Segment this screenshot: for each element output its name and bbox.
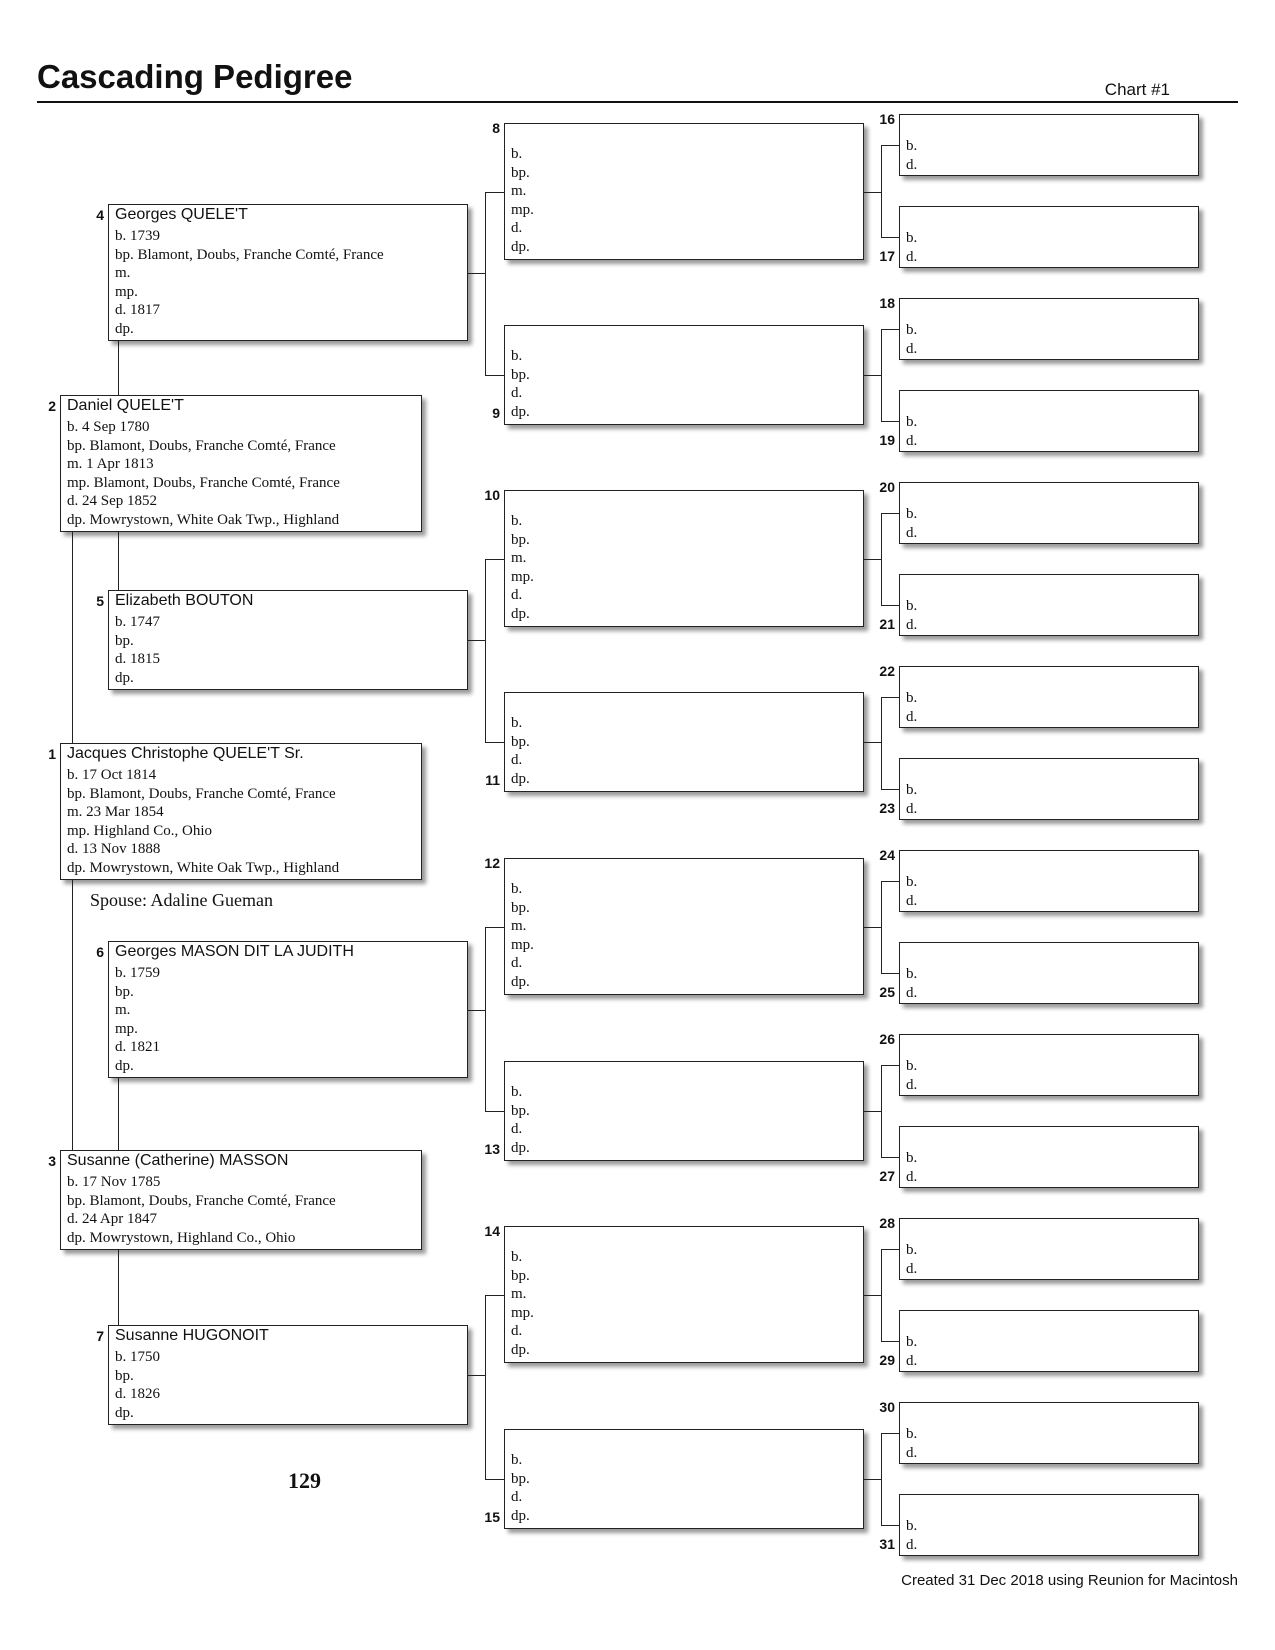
connector-line xyxy=(468,640,485,641)
fact-line: mp. xyxy=(511,936,534,953)
spouse-label: Spouse: Adaline Gueman xyxy=(90,890,273,910)
connector-line xyxy=(118,532,119,590)
fact-line: b. xyxy=(906,1426,918,1442)
page-title: Cascading Pedigree xyxy=(37,58,353,95)
fact-line: d. xyxy=(906,1444,918,1461)
connector-line xyxy=(881,1433,882,1525)
chart-number: Chart #1 xyxy=(1104,80,1170,99)
person-box xyxy=(899,1494,1199,1556)
connector-line xyxy=(881,513,882,605)
connector-line xyxy=(881,1065,899,1066)
connector-line xyxy=(118,341,119,395)
connector-line xyxy=(881,789,899,790)
fact-line: mp. xyxy=(511,201,534,218)
fact-line: dp. Mowrystown, Highland Co., Ohio xyxy=(67,1229,296,1246)
person-box xyxy=(899,482,1199,544)
connector-line xyxy=(864,742,881,743)
connector-line xyxy=(881,697,882,789)
fact-line: b. xyxy=(906,1242,918,1258)
fact-line: dp. xyxy=(115,1058,134,1074)
connector-line xyxy=(864,1295,881,1296)
connector-line xyxy=(72,532,73,743)
fact-line: d. xyxy=(511,752,523,769)
fact-line: m. xyxy=(115,265,131,282)
fact-line: b. 17 Nov 1785 xyxy=(67,1174,161,1190)
person-box xyxy=(504,490,864,627)
fact-line: b. xyxy=(511,146,523,162)
connector-line xyxy=(881,973,899,974)
person-number: 16 xyxy=(879,111,895,127)
fact-line: b. 1759 xyxy=(115,965,160,981)
person-box xyxy=(899,1126,1199,1188)
person-name: Susanne (Catherine) MASSON xyxy=(67,1152,289,1169)
fact-line: d. 1815 xyxy=(115,651,160,668)
fact-line: b. xyxy=(511,1084,523,1100)
person-number: 14 xyxy=(484,1223,500,1239)
fact-line: b. xyxy=(906,782,918,798)
person-number: 21 xyxy=(879,616,895,632)
fact-line: m. 1 Apr 1813 xyxy=(67,456,154,473)
person-number: 4 xyxy=(96,207,104,223)
fact-line: dp. xyxy=(511,1342,530,1358)
fact-line: d. xyxy=(906,524,918,541)
person-box xyxy=(899,114,1199,176)
fact-line: b. 4 Sep 1780 xyxy=(67,419,150,435)
fact-line: d. xyxy=(511,587,523,604)
fact-line: d. xyxy=(511,1489,523,1506)
fact-line: d. 1817 xyxy=(115,302,160,319)
connector-line xyxy=(485,1479,504,1480)
person-box xyxy=(108,1325,468,1425)
fact-line: bp. Blamont, Doubs, Franche Comté, France xyxy=(67,437,336,454)
person-number: 6 xyxy=(96,944,104,960)
fact-line: bp. xyxy=(115,983,134,1000)
person-box xyxy=(899,1402,1199,1464)
footer-credit: Created 31 Dec 2018 using Reunion for Macintosh xyxy=(901,1572,1238,1589)
fact-line: d. 24 Apr 1847 xyxy=(67,1211,157,1228)
person-number: 5 xyxy=(96,593,104,609)
fact-line: mp. xyxy=(511,1304,534,1321)
person-number: 11 xyxy=(485,772,500,788)
fact-line: dp. xyxy=(511,974,530,990)
connector-line xyxy=(881,145,899,146)
person-box xyxy=(504,123,864,260)
person-number: 30 xyxy=(879,1399,895,1415)
person-number: 9 xyxy=(492,405,500,421)
connector-line xyxy=(864,375,881,376)
fact-line: d. 13 Nov 1888 xyxy=(67,841,161,858)
connector-line xyxy=(881,329,882,421)
fact-line: d. xyxy=(906,340,918,357)
person-box xyxy=(504,325,864,425)
fact-line: b. xyxy=(511,881,523,897)
fact-line: b. xyxy=(906,322,918,338)
fact-line: m. xyxy=(511,550,527,567)
person-box xyxy=(899,1310,1199,1372)
fact-line: d. xyxy=(906,616,918,633)
person-box xyxy=(899,942,1199,1004)
fact-line: bp. xyxy=(115,632,134,649)
fact-line: d. xyxy=(906,1168,918,1185)
fact-line: d. xyxy=(906,156,918,173)
fact-line: m. 23 Mar 1854 xyxy=(67,804,164,821)
person-name: Jacques Christophe QUELE'T Sr. xyxy=(67,745,304,762)
person-number: 24 xyxy=(879,847,895,863)
connector-line xyxy=(485,1295,504,1296)
fact-line: dp. xyxy=(511,770,530,787)
person-box xyxy=(899,850,1199,912)
connector-line xyxy=(881,237,899,238)
fact-line: b. xyxy=(906,230,918,246)
fact-line: d. xyxy=(906,248,918,265)
connector-line xyxy=(881,421,899,422)
fact-line: m. xyxy=(511,1286,527,1303)
fact-line: d. xyxy=(906,1536,918,1553)
connector-line xyxy=(881,1341,899,1342)
person-number: 31 xyxy=(879,1536,895,1552)
connector-line xyxy=(864,927,881,928)
person-number: 15 xyxy=(484,1509,500,1525)
person-box xyxy=(899,758,1199,820)
fact-line: mp. Highland Co., Ohio xyxy=(67,822,212,839)
person-number: 28 xyxy=(879,1215,895,1231)
fact-line: d. 1826 xyxy=(115,1386,160,1403)
fact-line: d. xyxy=(906,708,918,725)
person-number: 19 xyxy=(879,432,895,448)
fact-line: bp. xyxy=(511,531,530,548)
fact-line: d. 1821 xyxy=(115,1039,160,1056)
fact-line: b. xyxy=(511,1452,523,1468)
person-box xyxy=(899,390,1199,452)
fact-line: b. 1750 xyxy=(115,1349,160,1365)
fact-line: d. xyxy=(906,432,918,449)
person-box xyxy=(60,1150,422,1250)
person-number: 26 xyxy=(879,1031,895,1047)
fact-line: b. 1747 xyxy=(115,614,160,630)
fact-line: bp. xyxy=(511,1267,530,1284)
person-number: 10 xyxy=(484,487,500,503)
fact-line: b. xyxy=(906,506,918,522)
person-box xyxy=(504,858,864,995)
connector-line xyxy=(881,329,899,330)
fact-line: bp. Blamont, Doubs, Franche Comté, France xyxy=(67,785,336,802)
fact-line: m. xyxy=(511,918,527,935)
fact-line: mp. xyxy=(511,568,534,585)
fact-line: bp. xyxy=(115,1367,134,1384)
fact-line: dp. Mowrystown, White Oak Twp., Highland xyxy=(67,512,340,528)
fact-line: m. xyxy=(115,1002,131,1019)
fact-line: b. xyxy=(906,690,918,706)
fact-line: dp. xyxy=(511,1139,530,1156)
fact-line: dp. xyxy=(115,1404,134,1421)
connector-line xyxy=(881,1433,899,1434)
connector-line xyxy=(468,273,485,274)
connector-line xyxy=(864,192,881,193)
fact-line: bp. xyxy=(511,366,530,383)
person-name: Daniel QUELE'T xyxy=(67,397,184,414)
connector-line xyxy=(485,927,504,928)
connector-line xyxy=(864,1111,881,1112)
person-box xyxy=(108,590,468,690)
person-name: Susanne HUGONOIT xyxy=(115,1327,269,1344)
person-number: 23 xyxy=(879,800,895,816)
fact-line: d. xyxy=(906,984,918,1001)
person-box xyxy=(899,206,1199,268)
connector-line xyxy=(881,1249,899,1250)
connector-line xyxy=(485,559,486,743)
person-box xyxy=(108,941,468,1078)
fact-line: bp. xyxy=(511,1470,530,1487)
person-number: 22 xyxy=(879,663,895,679)
person-number: 27 xyxy=(879,1168,895,1184)
fact-line: d. xyxy=(906,1352,918,1369)
connector-line xyxy=(864,1479,881,1480)
connector-line xyxy=(468,1010,485,1011)
fact-line: b. xyxy=(906,138,918,154)
connector-line xyxy=(485,192,504,193)
person-box xyxy=(899,1218,1199,1280)
fact-line: b. 1739 xyxy=(115,228,160,244)
connector-line xyxy=(485,1111,504,1112)
fact-line: dp. Mowrystown, White Oak Twp., Highland xyxy=(67,860,340,876)
person-box xyxy=(899,574,1199,636)
fact-line: d. xyxy=(906,892,918,909)
fact-line: d. xyxy=(511,955,523,972)
person-box xyxy=(504,1061,864,1161)
fact-line: bp. Blamont, Doubs, Franche Comté, France xyxy=(115,246,384,263)
connector-line xyxy=(72,880,73,1150)
person-box xyxy=(504,692,864,792)
person-box xyxy=(108,204,468,341)
person-box xyxy=(899,1034,1199,1096)
connector-line xyxy=(485,375,504,376)
connector-line xyxy=(881,145,882,237)
fact-line: d. xyxy=(511,1323,523,1340)
person-box xyxy=(504,1226,864,1363)
connector-line xyxy=(485,559,504,560)
person-number: 25 xyxy=(879,984,895,1000)
person-box xyxy=(899,666,1199,728)
fact-line: b. xyxy=(906,598,918,614)
fact-line: b. xyxy=(906,414,918,430)
fact-line: b. xyxy=(906,1518,918,1534)
connector-line xyxy=(881,1157,899,1158)
connector-line xyxy=(468,1375,485,1376)
person-name: Georges MASON DIT LA JUDITH xyxy=(115,943,354,960)
person-name: Georges QUELE'T xyxy=(115,206,248,223)
connector-line xyxy=(881,881,899,882)
fact-line: d. xyxy=(511,1121,523,1138)
fact-line: d. xyxy=(906,1076,918,1093)
fact-line: d. 24 Sep 1852 xyxy=(67,493,157,510)
fact-line: dp. xyxy=(511,606,530,622)
connector-line xyxy=(881,881,882,973)
person-box xyxy=(60,743,422,880)
fact-line: bp. Blamont, Doubs, Franche Comté, France xyxy=(67,1192,336,1209)
connector-line xyxy=(118,1250,119,1325)
fact-line: bp. xyxy=(511,1102,530,1119)
page-number: 129 xyxy=(288,1468,321,1493)
connector-line xyxy=(881,1525,899,1526)
person-number: 3 xyxy=(48,1153,56,1169)
fact-line: b. xyxy=(906,1150,918,1166)
connector-line xyxy=(881,513,899,514)
fact-line: b. xyxy=(511,348,523,364)
person-number: 7 xyxy=(96,1328,104,1344)
fact-line: dp. xyxy=(115,669,134,686)
fact-line: mp. xyxy=(115,1020,138,1037)
fact-line: m. xyxy=(511,183,527,200)
person-number: 12 xyxy=(484,855,500,871)
person-box xyxy=(60,395,422,532)
person-name: Elizabeth BOUTON xyxy=(115,592,254,609)
connector-line xyxy=(864,559,881,560)
person-number: 2 xyxy=(48,398,56,414)
fact-line: b. xyxy=(511,715,523,731)
connector-line xyxy=(881,605,899,606)
connector-line xyxy=(485,927,486,1112)
person-number: 13 xyxy=(484,1141,500,1157)
connector-line xyxy=(485,1295,486,1480)
connector-line xyxy=(485,742,504,743)
person-number: 29 xyxy=(879,1352,895,1368)
connector-line xyxy=(118,1078,119,1150)
connector-line xyxy=(881,697,899,698)
fact-line: bp. xyxy=(511,733,530,750)
fact-line: dp. xyxy=(511,1507,530,1524)
fact-line: dp. xyxy=(511,239,530,255)
fact-line: mp. xyxy=(115,283,138,300)
fact-line: d. xyxy=(511,220,523,237)
person-box xyxy=(504,1429,864,1529)
person-number: 17 xyxy=(879,248,895,264)
fact-line: b. xyxy=(906,1058,918,1074)
fact-line: dp. xyxy=(115,321,134,337)
fact-line: d. xyxy=(906,1260,918,1277)
fact-line: d. xyxy=(511,385,523,402)
connector-line xyxy=(881,1065,882,1157)
fact-line: b. xyxy=(906,1334,918,1350)
fact-line: mp. Blamont, Doubs, Franche Comté, France xyxy=(67,474,340,491)
fact-line: b. xyxy=(511,513,523,529)
connector-line xyxy=(881,1249,882,1341)
person-number: 1 xyxy=(48,746,56,762)
fact-line: b. xyxy=(906,874,918,890)
fact-line: dp. xyxy=(511,403,530,420)
fact-line: b. xyxy=(906,966,918,982)
connector-line xyxy=(485,192,486,376)
fact-line: d. xyxy=(906,800,918,817)
fact-line: b. 17 Oct 1814 xyxy=(67,767,157,783)
fact-line: b. xyxy=(511,1249,523,1265)
person-number: 20 xyxy=(879,479,895,495)
person-number: 18 xyxy=(879,295,895,311)
fact-line: bp. xyxy=(511,164,530,181)
person-box xyxy=(899,298,1199,360)
title-rule xyxy=(37,101,1238,103)
person-number: 8 xyxy=(492,120,500,136)
fact-line: bp. xyxy=(511,899,530,916)
